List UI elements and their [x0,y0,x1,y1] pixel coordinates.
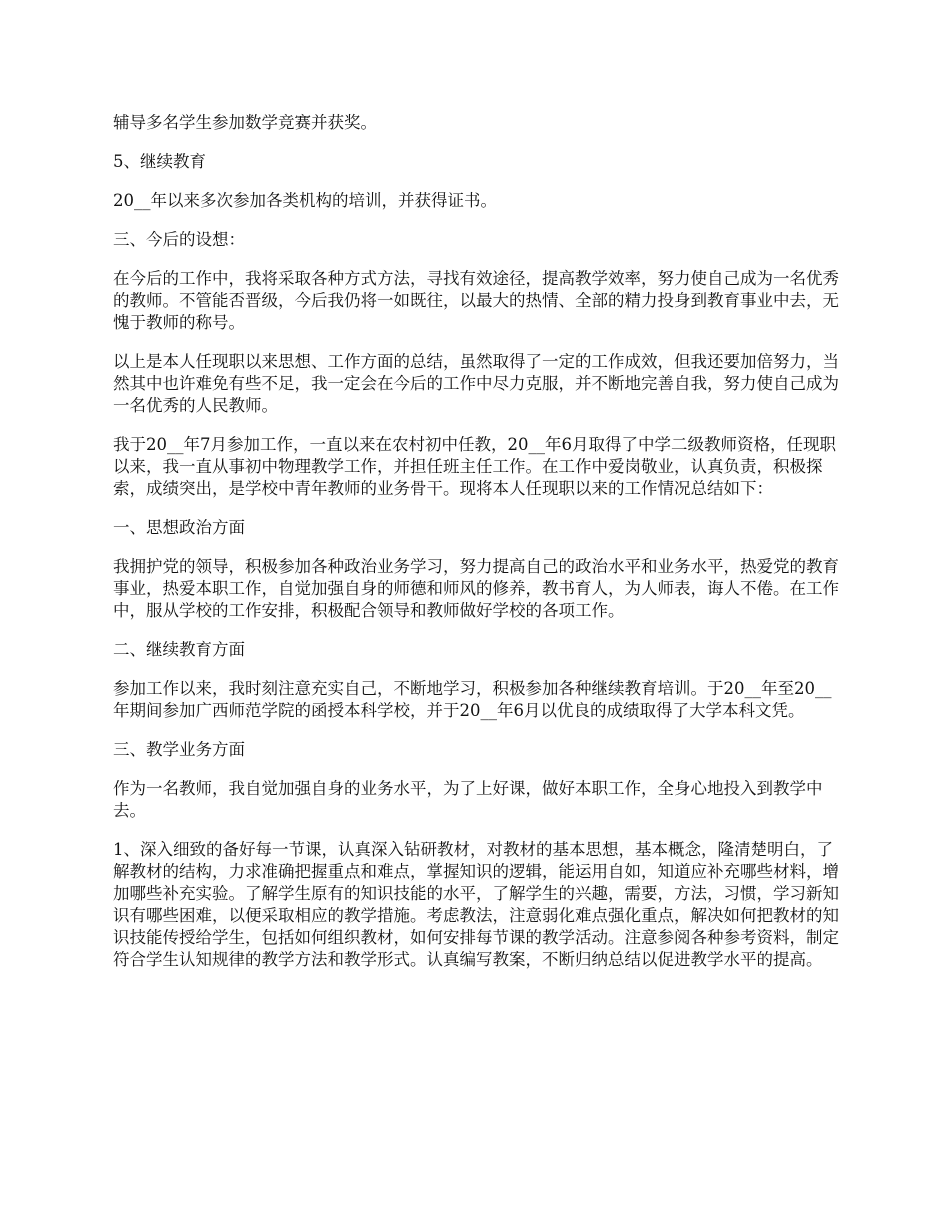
paragraph-teaching-intro: 作为一名教师，我自觉加强自身的业务水平，为了上好课，做好本职工作，全身心地投入到教学中去。 [113,779,823,820]
document-page [113,112,843,988]
paragraph-continuing-education: 参加工作以来，我时刻注意充实自己，不断地学习，积极参加各种继续教育培训。于20__年至20__年期间参加广西师范学院的函授本科学校，并于20__年6月以优良的成绩取得了大学本科文凭。 [113,679,832,720]
heading-continuing-education: 5、继续教育 [113,152,206,171]
paragraph-lesson-preparation: 1、深入细致的备好每一节课，认真深入钻研教材，对教材的基本思想，基本概念，隆清楚明白，了解教材的结构，力求准确把握重点和难点，掌握知识的逻辑，能运用自如，知道应补充哪些材料，增加哪些补充实验。了解学生原有的知识技能的水平，了解学生的兴趣，需要，方法，习惯，学习新知识有哪些困难，以便采取相应的教学措施。考虑教法，注意弱化难点强化重点，解决如何把教材的知识技能传授给学生，包括如何组织教材，如何安排每节课的教学活动。注意参阅各种参考资料，制定符合学生认知规律的教学方法和教学形式。认真编写教案，不断归纳总结以促进教学水平的提高。 [113,840,839,969]
paragraph-future-work: 在今后的工作中，我将采取各种方式方法，寻找有效途径，提高教学效率，努力使自己成为一名优秀的教师。不管能否晋级，今后我仍将一如既往，以最大的热情、全部的精力投身到教育事业中去，无愧于教师的称号。 [113,269,839,332]
paragraph-introduction: 我于20__年7月参加工作，一直以来在农村初中任教，20__年6月取得了中学二级教师资格，任现职以来，我一直从事初中物理教学工作，并担任班主任工作。在工作中爱岗敬业，认真负责，积极探索，成绩突出，是学校中青年教师的业务骨干。现将本人任现职以来的工作情况总结如下： [113,435,836,498]
paragraph-award-line: 辅导多名学生参加数学竞赛并获奖。 [113,113,377,132]
paragraph-summary-conclusion: 以上是本人任现职以来思想、工作方面的总结，虽然取得了一定的工作成效，但我还要加倍努力，当然其中也许难免有些不足，我一定会在今后的工作中尽力克服，并不断地完善自我，努力使自己成为一名优秀的人民教师。 [113,352,839,415]
paragraph-training: 20__年以来多次参加各类机构的培训，并获得证书。 [113,191,497,210]
heading-political-thought: 一、思想政治方面 [113,518,245,537]
heading-teaching-business: 三、教学业务方面 [113,740,245,759]
heading-future-plans: 三、今后的设想： [113,230,245,249]
paragraph-political-thought: 我拥护党的领导，积极参加各种政治业务学习，努力提高自己的政治水平和业务水平，热爱党的教育事业，热爱本职工作，自觉加强自身的师德和师风的修养，教书育人，为人师表，诲人不倦。在工作中，服从学校的工作安排，积极配合领导和教师做好学校的各项工作。 [113,557,839,620]
heading-continuing-education-section: 二、继续教育方面 [113,640,245,659]
